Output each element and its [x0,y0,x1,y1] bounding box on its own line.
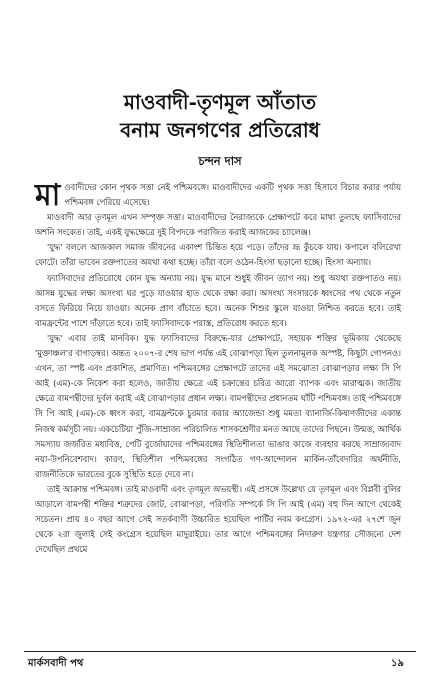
drop-cap: মা [35,178,61,213]
paragraph-1 [35,178,401,213]
paragraph-3: 'যুদ্ধ' বললে আজকাল সমাজ জীবনের একাংশ চিন্তিত হয়ে পড়ে। তাঁদের ভ্রূ কুঁচকে যায়। কপালে বলিরেখা ফোটে। তাঁরা ভাবেন রক্তপাতের অযথা কথা হচ্ছে। তাঁরা বলে ওঠেন-হিংসা ছড়ানো হচ্ছে। হিংসা অন্যায়। [35,242,401,268]
footer-divider [24,651,416,652]
page-number: ১৯ [391,658,404,669]
paragraph-2: মাওবাদী আর তৃণমূল এখন সম্পৃক্ত সত্তা। মাওবাদীদের নৈরাজ্যকে প্রেক্ষাপটে করে মাথা তুলছে ফ্যাসিবাদের অশনি সংকেত। তাই, একই যুদ্ধক্ষেত্রে দুই বিপদকে পরাজিত করাই আজকের চ্যালেঞ্জ। [35,212,401,238]
article-body [35,180,401,557]
article-title-line-2: বনাম জনগণের প্রতিরোধ [120,118,320,142]
paragraph-1-text: ওবাদীদের কোন পৃথক সত্তা নেই পশ্চিমবঙ্গে। মাওবাদীদের একটি পৃথক সত্তা হিসাবে বিচার করার পর্যায় পশ্চিমবঙ্গ পেরিয়ে এসেছে। [64,182,401,208]
article-title-line-1: মাওবাদী-তৃণমূল আঁতাত [123,90,317,114]
author-name: চন্দন দাস [198,154,242,168]
paragraph-6: তাই আক্রান্ত পশ্চিমবঙ্গ। তাই মাওবাদী এবং তৃণমূল অভয়স্থী। এই প্রসঙ্গে উল্লেখ্য যে তৃণমূল এবং বিপ্লবী বুলির আড়ালে বামপন্থী শক্তির শত্রুদের জোট, বোঝাপড়া, পরিণতি সম্পর্কে সি পি আই (এম) বহু দিন আগে থেকেই সচেতন। প্রায় ৪০ বছর আগে সেই সতর্কবাণী উচ্চারিত হয়েছিল পার্টির নবম কংগ্রেস। ১৯৭২-এর ২৭শে জুন থেকে ২রা জুলাই সেই কংগ্রেস হয়েছিল মাদুরাইয়ে। তার আগে পশ্চিমবঙ্গের নিদারুণ যন্ত্রণার সৌজন্যে দেশ দেখেছিল প্রথমে [35,483,401,555]
paragraph-4: ফ্যাসিবাদের প্রতিরোধে কোন যুদ্ধ অন্যায় নয়। যুদ্ধ মানে শুধুই জীবন ত্যাগ নয়। শুধু অযথা রক্তপাতও নয়। আসন্ন যুদ্ধের লক্ষ্য অসংখ্য ঘর পুড়ে যাওয়ার হাত থেকে রক্ষা করা। অসংখ্য সংসারকে ধ্বংসের পথ থেকে নতুন বসতে ফিরিয়ে নিয়ে যাওয়া। অনেক প্রাণ বাঁচাতে হবে। অনেক শিশুর স্কুলে যাওয়া নিশ্চিত করতে হবে। তাই বামফ্রন্টের পাশে দাঁড়াতে হবে। তাই ফ্যাসিবাদকে পরাস্ত, প্রতিরোধ করতে হবে। [35,272,401,328]
footer-journal-name: মার্কসবাদী পথ [28,658,84,669]
paragraph-5: 'যুদ্ধ' এবার তাই মানবিক। যুদ্ধ ফ্যাসিবাদের বিরুদ্ধে-যার প্রেক্ষাপটে, সহায়ক শক্তির ভূমিকায় থেকেছে 'মুক্তাঞ্চল'র বাগাড়ম্বর। অন্তত ২০০৭-র শেষ ভাগ পর্যন্ত এই বোঝাপড়া ছিল তুলনামূলক অস্পষ্ট, কিছুটা গোপনও। এখন, তা স্পষ্ট এবং প্রকাশিত, প্রমাণিত। পশ্চিমবঙ্গের প্রেক্ষাপটে তাদের এই সমঝোতা বোঝাপড়ার লক্ষ্য সি পি আই (এম)-কে নিকেশ করা হলেও, জাতীয় ক্ষেত্রে এই চক্রান্তের চরিত্র আরো ব্যাপক এবং মারাত্মক। জাতীয় ক্ষেত্রে বামপন্থীদের দুর্বল করাই এই বোঝাপড়ার প্রধান লক্ষ্য। বামপন্থীদের প্রধানতম ঘাঁটি পশ্চিমবঙ্গ। তাই পশ্চিমবঙ্গে সি পি আই (এম)-কে ধ্বংস করা, বামফ্রন্টকে চুরমার করার অ্যাজেন্ডা শুধু মমতা ব্যানার্জি-কিষাণজীদের একান্ত নিজস্ব কর্মসূচী নয়। একচেটিয়া পুঁজি-সাম্রাজ্য পরিচালিত শাসকশ্রেণীর মনত আছে তাদের পিছনে। উন্মত্ত, আর্থিক সমস্যায় জর্জরিত মধ্যবিত্ত, পেটি বুর্জোয়াদের পশ্চিমবঙ্গের স্থিতিশীলতা ভাঙার কাজে ব্যবহার করছে সাম্রাজ্যবাদ নয়া-উপনিবেশবাদ। কারণ, স্থিতিশীল পশ্চিমবঙ্গের সংগঠিত গণ-আন্দোলন মার্কিন-তাঁবেদারির অর্থনীতি, রাজনীতিকে ভারতের বুকে সুস্থিতি হতে দেবে না। [35,332,401,479]
